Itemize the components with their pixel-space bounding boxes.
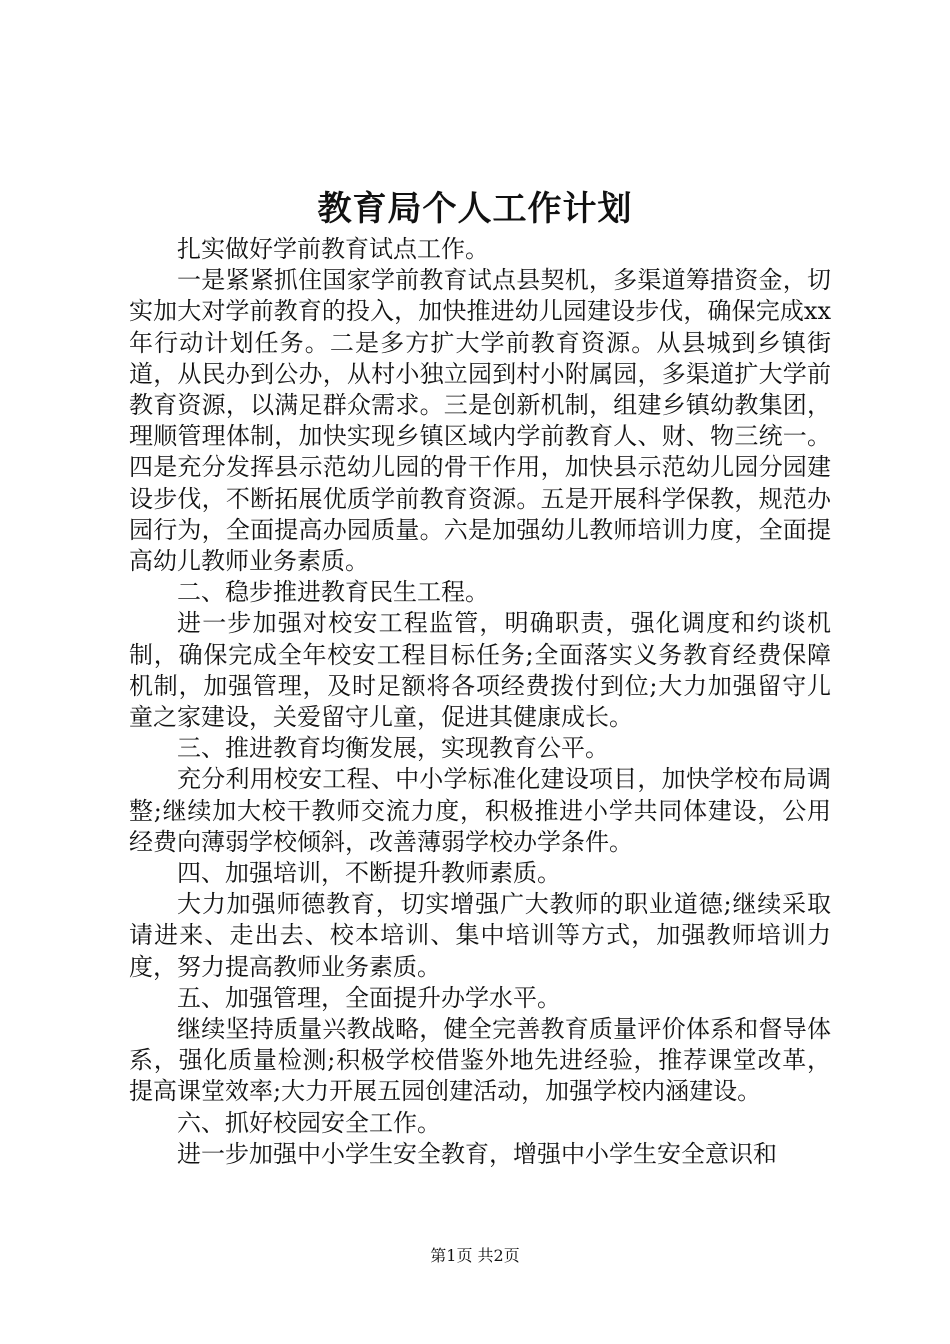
paragraph-8: 五、加强管理，全面提升办学水平。 (177, 983, 561, 1012)
paragraph-4: 三、推进教育均衡发展，实现教育公平。 (177, 734, 609, 763)
paragraph-5: 充分利用校安工程、中小学标准化建设项目，加快学校布局调整;继续加大校干教师交流力度，积极推进小学共同体建设，公用经费向薄弱学校倾斜，改善薄弱学校办学条件。 (129, 765, 831, 856)
paragraph-10: 六、抓好校园安全工作。 (177, 1108, 441, 1137)
document-body (129, 234, 831, 1170)
paragraph-6: 四、加强培训，不断提升教师素质。 (177, 859, 561, 888)
page-number-footer: 第1页 共2页 (430, 1246, 520, 1265)
paragraph-9: 继续坚持质量兴教战略，健全完善教育质量评价体系和督导体系，强化质量检测;积极学校借鉴外地先进经验，推荐课堂改革，提高课堂效率;大力开展五园创建活动，加强学校内涵建设。 (129, 1015, 831, 1106)
paragraph-1: 一是紧紧抓住国家学前教育试点县契机，多渠道筹措资金，切实加大对学前教育的投入，加快推进幼儿园建设步伐，确保完成xx年行动计划任务。二是多方扩大学前教育资源。从县城到乡镇街道，从民办到公办，从村小独立园到村小附属园，多渠道扩大学前教育资源，以满足群众需求。三是创新机制，组建乡镇幼教集团，理顺管理体制，加快实现乡镇区域内学前教育人、财、物三统一。四是充分发挥县示范幼儿园的骨干作用，加快县示范幼儿园分园建设步伐，不断拓展优质学前教育资源。五是开展科学保教，规范办园行为，全面提高办园质量。六是加强幼儿教师培训力度，全面提高幼儿教师业务素质。 (129, 266, 831, 576)
paragraph-2: 二、稳步推进教育民生工程。 (177, 578, 489, 607)
paragraph-3: 进一步加强对校安工程监管，明确职责，强化调度和约谈机制，确保完成全年校安工程目标任务;全面落实义务教育经费保障机制，加强管理，及时足额将各项经费拨付到位;大力加强留守儿童之家建设，关爱留守儿童，促进其健康成长。 (129, 609, 831, 732)
paragraph-0: 扎实做好学前教育试点工作。 (177, 235, 489, 263)
paragraph-11: 进一步加强中小学生安全教育，增强中小学生安全意识和 (177, 1139, 777, 1168)
paragraph-7: 大力加强师德教育，切实增强广大教师的职业道德;继续采取请进来、走出去、校本培训、集中培训等方式，加强教师培训力度，努力提高教师业务素质。 (129, 890, 831, 981)
document-title: 教育局个人工作计划 (317, 189, 633, 229)
